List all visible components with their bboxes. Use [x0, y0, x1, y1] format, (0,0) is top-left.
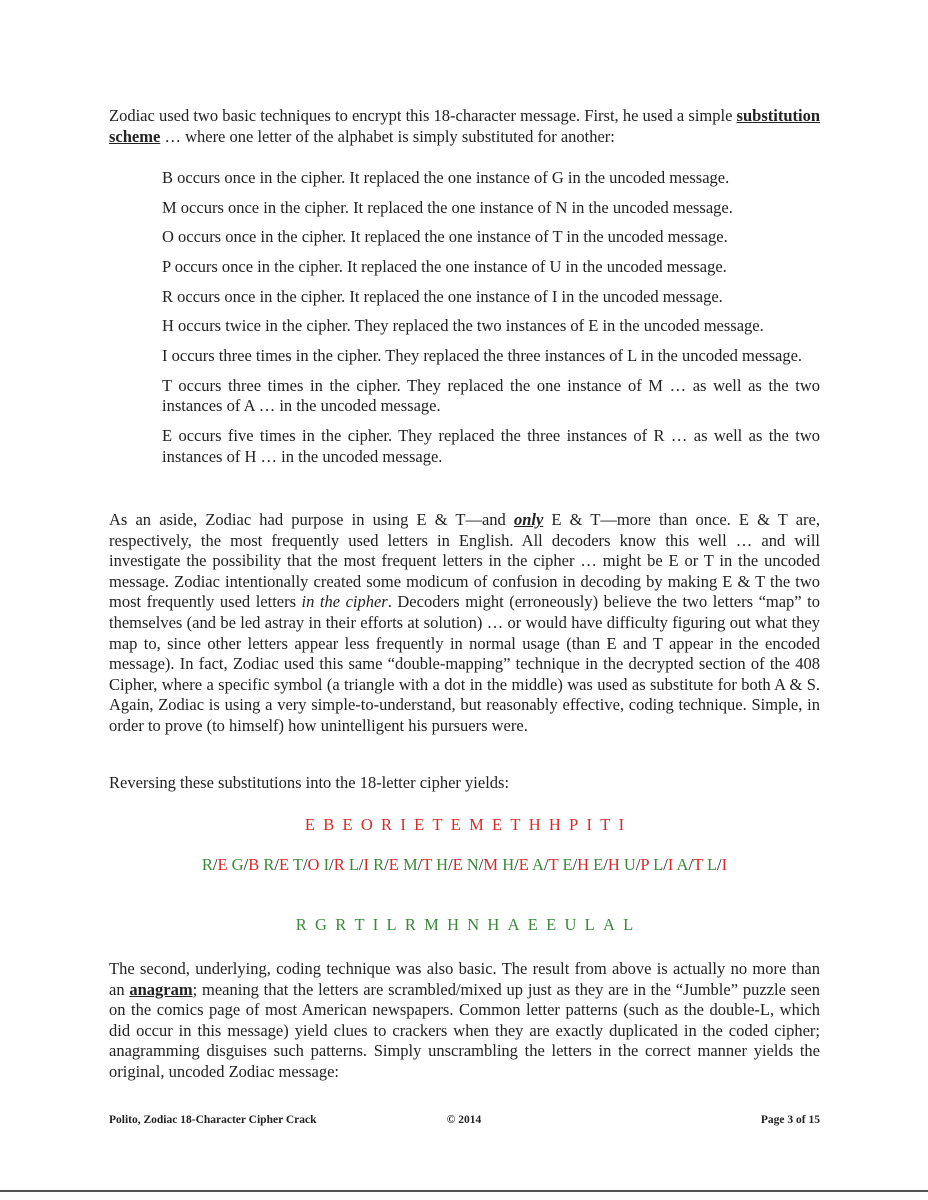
- substitution-scheme-term: substitution scheme: [109, 106, 820, 146]
- only-emphasis: only: [513, 510, 544, 529]
- mapping-pair: [467, 855, 498, 874]
- anagram-paragraph: [109, 959, 820, 1083]
- mapping-cipher-letter: H: [577, 855, 590, 874]
- mapping-separator: /: [572, 855, 578, 874]
- in-the-cipher-emphasis: in the cipher: [301, 592, 388, 612]
- substitution-item: P occurs once in the cipher. It replaced the one instance of U in the uncoded message.: [162, 257, 727, 277]
- plain-letter: A: [602, 915, 615, 934]
- mapping-cipher-letter: T: [422, 855, 433, 874]
- cipher-letter: H: [528, 815, 541, 834]
- mapping-separator: /: [302, 855, 308, 874]
- mapping-cipher-letter: T: [693, 855, 703, 874]
- mapping-cipher-letter: H: [607, 855, 620, 874]
- mapping-separator: /: [274, 855, 279, 874]
- mapping-cipher-letter: R: [333, 855, 345, 874]
- footer-page-number: Page 3 of 15: [760, 1114, 820, 1126]
- mapping-pair: [263, 855, 289, 874]
- plain-letter: U: [564, 915, 577, 934]
- mapping-pair: [593, 855, 620, 874]
- plain-letter: M: [424, 915, 439, 934]
- mapping-separator: /: [478, 855, 484, 874]
- substitution-item: M occurs once in the cipher. It replaced the one instance of N in the uncoded message.: [162, 197, 733, 217]
- plain-letter: E: [546, 915, 557, 934]
- aside-text-c: . Decoders might (erroneously) believe the two letters “map” to themselves (and be led astray in their efforts at solution) … or would have difficulty figuring out what they map to, since other letters appear less frequently in normal usage (than E and T appear in the encoded message). In fact, Zodiac used this same “double-mapping” technique in the decrypted section of the 408 Cipher, where a specific symbol (a triangle with a dot in the middle) was used as substitute for both A & S. Again, Zodiac is using a very simple-to-understand, but reasonably effective, coding technique. Simple, in order to prove (to himself) how unintelligent his pursuers were.: [109, 592, 820, 735]
- mapping-pair: [436, 855, 463, 874]
- mapping-pair: [562, 855, 589, 874]
- mapping-plain-letter: N: [466, 855, 479, 874]
- mapping-cipher-letter: E: [278, 855, 290, 874]
- plain-letter: L: [623, 915, 634, 934]
- footer-copyright: © 2014: [446, 1114, 482, 1126]
- mapping-plain-letter: R: [263, 855, 275, 874]
- mapping-plain-letter: I: [323, 855, 330, 874]
- cipher-letters-row: [109, 815, 820, 836]
- mapping-cipher-letter: T: [548, 855, 559, 874]
- plain-letter: E: [527, 915, 538, 934]
- mapping-plain-letter: L: [348, 855, 359, 874]
- mapping-separator: /: [358, 855, 364, 874]
- mapping-cipher-letter: E: [217, 855, 228, 874]
- anagram-text-b: ; meaning that the letters are scrambled/mixed up just as they are in the “Jumble” puzzle seen on the comics page of most American newspapers. Common letter patterns (such as the double-L, which did occur in this message) yield clues to crackers when they are exactly duplicated in the coded cipher; anagramming disguises such patterns. Simply unscrambling the letters in the correct manner yields the original, uncoded Zodiac message:: [109, 979, 820, 1081]
- mapping-cipher-letter: I: [363, 855, 370, 874]
- cipher-letter: T: [600, 815, 611, 834]
- mapping-separator: /: [663, 855, 668, 874]
- mapping-plain-letter: T: [292, 855, 303, 874]
- mapping-pair: [502, 855, 529, 874]
- plain-letter: T: [354, 915, 365, 934]
- mapping-pair: [403, 855, 432, 874]
- cipher-letter: B: [323, 815, 335, 834]
- mapping-separator: /: [329, 855, 334, 874]
- mapping-pair: [653, 855, 673, 874]
- substitution-item: O occurs once in the cipher. It replaced the one instance of T in the uncoded message.: [162, 227, 728, 247]
- mapping-separator: /: [543, 855, 549, 874]
- cipher-letter: H: [548, 815, 561, 834]
- mapping-pair: [202, 855, 228, 874]
- cipher-letter: E: [342, 815, 353, 834]
- mapping-plain-letter: A: [676, 855, 689, 874]
- cipher-letter: O: [360, 815, 373, 834]
- aside-text-b: E & T—more than once. E & T are, respectively, the most frequently used letters in English. All decoders know this well … and will investigate the possibility that the most frequent letters in the cipher … might be E or T in the uncoded message. Zodiac intentionally created some modicum of confusion in decoding by making E & T the two most frequently used letters: [109, 510, 820, 612]
- mapping-plain-letter: H: [436, 855, 449, 874]
- mapping-cipher-letter: E: [452, 855, 463, 874]
- cipher-letter: M: [469, 815, 484, 834]
- mapping-cipher-letter: E: [518, 855, 529, 874]
- cipher-letter: T: [432, 815, 443, 834]
- anagram-text-a: The second, underlying, coding technique was also basic. The result from above is actually no more than an: [109, 959, 820, 999]
- mapping-plain-letter: L: [706, 855, 718, 874]
- substitution-item: H occurs twice in the cipher. They replaced the two instances of E in the uncoded message.: [162, 316, 764, 336]
- aside-paragraph: [109, 510, 820, 737]
- mapping-pair: [232, 855, 260, 874]
- mapping-plain-letter: U: [623, 855, 636, 874]
- cipher-letter: E: [492, 815, 503, 834]
- substitution-item: E occurs five times in the cipher. They replaced the three instances of R … as well as the two instances of H … in the uncoded message.: [162, 426, 820, 466]
- anagram-term: anagram: [129, 979, 193, 999]
- plain-letter: G: [315, 915, 327, 934]
- mapping-cipher-letter: O: [307, 855, 320, 874]
- cipher-letter: I: [618, 815, 625, 834]
- intro-text-b: … where one letter of the alphabet is simply substituted for another:: [160, 126, 615, 146]
- bottom-rule: [0, 1190, 928, 1192]
- mapping-plain-letter: E: [562, 855, 573, 874]
- mapping-separator: /: [243, 855, 249, 874]
- cipher-letter: T: [510, 815, 521, 834]
- plain-letter: R: [404, 915, 416, 934]
- mapping-cipher-letter: M: [483, 855, 499, 874]
- reversing-paragraph: Reversing these substitutions into the 18-letter cipher yields:: [109, 773, 510, 792]
- intro-text-a: Zodiac used two basic techniques to encrypt this 18-character message. First, he used a simple: [109, 106, 737, 125]
- mapping-separator: /: [717, 855, 722, 874]
- mapping-plain-letter: R: [201, 855, 213, 874]
- substitution-list: [162, 168, 820, 476]
- mapping-plain-letter: M: [402, 855, 418, 874]
- cipher-letter: P: [569, 815, 579, 834]
- plain-letter: H: [487, 915, 500, 934]
- mapping-cipher-letter: P: [640, 855, 649, 874]
- substitution-item: R occurs once in the cipher. It replaced the one instance of I in the uncoded message.: [162, 286, 723, 306]
- mapping-plain-letter: E: [593, 855, 604, 874]
- mapping-separator: /: [514, 855, 519, 874]
- cipher-letter: E: [304, 815, 316, 834]
- mapping-separator: /: [635, 855, 641, 874]
- footer-title: Polito, Zodiac 18-Character Cipher Crack: [109, 1114, 317, 1126]
- mapping-plain-letter: G: [231, 855, 244, 874]
- mapping-pair: [624, 855, 649, 874]
- mapping-cipher-letter: E: [388, 855, 399, 874]
- mapping-separator: /: [603, 855, 608, 874]
- mapping-plain-letter: H: [502, 855, 515, 874]
- plain-letter: R: [295, 915, 307, 934]
- plain-letter: I: [372, 915, 379, 934]
- plain-letter: A: [507, 915, 520, 934]
- mapping-separator: /: [384, 855, 389, 874]
- cipher-letter: I: [400, 815, 406, 834]
- cipher-letter: I: [586, 815, 592, 834]
- mapping-pair: [349, 855, 369, 874]
- mapping-pair: [707, 855, 727, 874]
- substitution-item: B occurs once in the cipher. It replaced the one instance of G in the uncoded message.: [162, 168, 730, 187]
- mapping-pair: [293, 855, 320, 874]
- mapping-plain-letter: R: [373, 855, 385, 874]
- cipher-letter: E: [450, 815, 461, 834]
- plain-letter: L: [584, 915, 595, 934]
- mapping-row: [109, 855, 820, 876]
- plain-letter: L: [386, 915, 397, 934]
- mapping-pair: [532, 855, 558, 874]
- mapping-pair: [373, 855, 399, 874]
- aside-text-a: As an aside, Zodiac had purpose in using E & T—and: [109, 510, 514, 529]
- mapping-pair: [677, 855, 703, 874]
- intro-paragraph: [109, 106, 820, 147]
- mapping-separator: /: [448, 855, 453, 874]
- mapping-plain-letter: A: [532, 855, 544, 874]
- cipher-letter: R: [381, 815, 393, 834]
- mapping-separator: /: [417, 855, 423, 874]
- substitution-item: I occurs three times in the cipher. They replaced the three instances of L in the uncoded message.: [162, 346, 803, 366]
- cipher-letter: E: [414, 815, 425, 834]
- plain-letter: H: [447, 915, 459, 934]
- substitution-item: T occurs three times in the cipher. They replaced the one instance of M … as well as the two instances of A … in the uncoded message.: [162, 375, 820, 416]
- mapping-separator: /: [688, 855, 694, 874]
- mapping-pair: [324, 855, 345, 874]
- mapping-plain-letter: L: [653, 855, 664, 874]
- mapping-cipher-letter: B: [248, 855, 260, 874]
- plain-letters-row: [109, 915, 820, 936]
- plain-letter: N: [467, 915, 480, 934]
- mapping-cipher-letter: I: [721, 855, 728, 874]
- mapping-separator: /: [212, 855, 218, 874]
- mapping-cipher-letter: I: [667, 855, 674, 874]
- plain-letter: R: [335, 915, 347, 934]
